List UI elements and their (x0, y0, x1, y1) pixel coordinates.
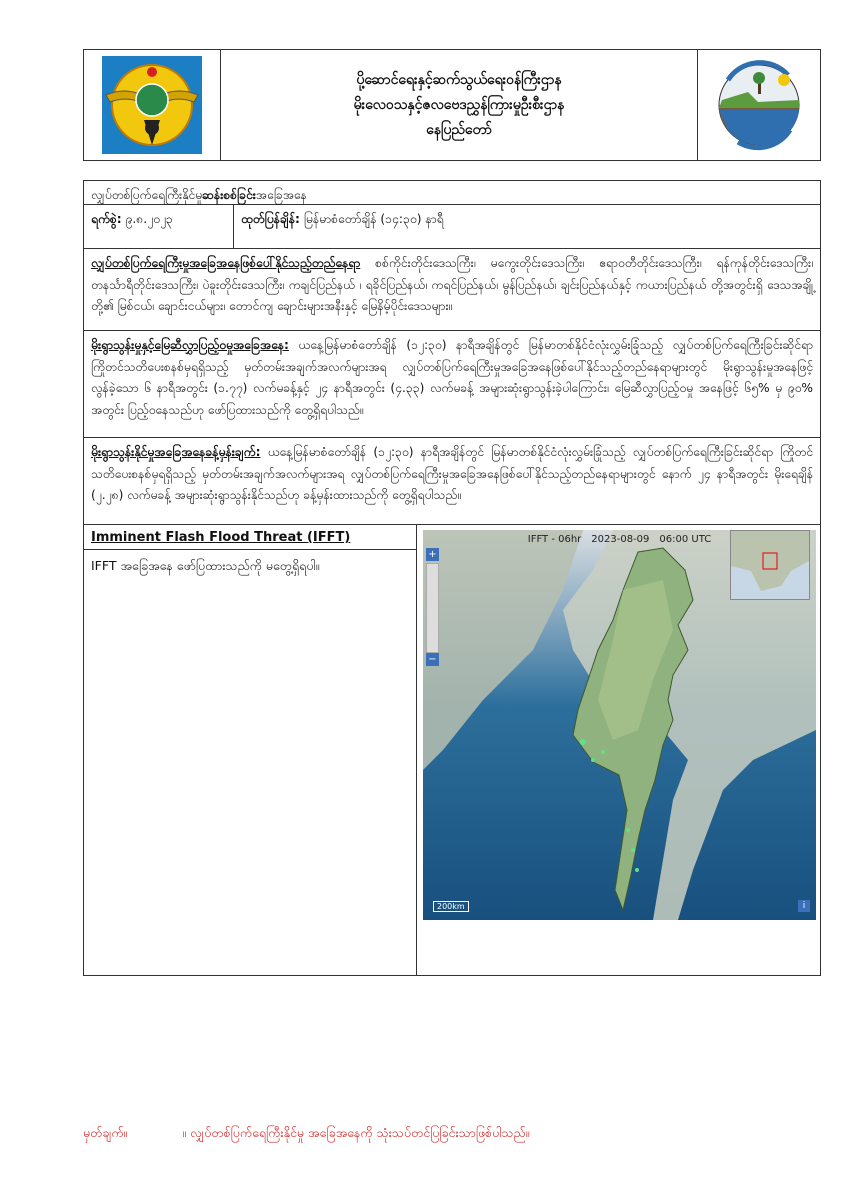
ifft-map[interactable] (423, 530, 816, 920)
rainfall-soil-section (84, 331, 820, 438)
ifft-divider (84, 549, 416, 550)
title-suffix: အခြေအနေ (255, 188, 307, 202)
map-time: 06:00 UTC (659, 533, 712, 545)
location-heading: လျှပ်တစ်ပြက်ရေကြီးမှုအခြေအနေဖြစ်ပေါ်နိုင်သည့်တည်နေရာ (91, 256, 361, 270)
ifft-text-cell (84, 525, 417, 975)
date-cell (84, 205, 234, 248)
ministry-name: ပို့ဆောင်ရေးနှင့်ဆက်သွယ်ရေးဝန်ကြီးဌာန (356, 71, 562, 88)
forecast-heading: မိုးရွာသွန်းနိုင်မှုအခြေအနေခန့်မှန်းချက်: (91, 445, 261, 459)
emblem-icon (84, 50, 220, 160)
forecast-text: ယနေ့မြန်မာစံတော်ချိန် (၁၂:၃၀) နာရီအချိန်တွင် မြန်မာတစ်နိုင်ငံလုံးလွှမ်းခြုံသည့် လျှပ်တစ်ပြက်ရေကြီးခြင်းဆိုင်ရာ ကြိုတင်သတိပေးစနစ်မှရရှိသည့် မှတ်တမ်းအချက်အလက်များအရ လျှပ်တစ်ပြက်ရေကြီးမှုအခြေအနေဖြစ်ပေါ်နိုင်သည့်တည်နေရာများတွင် နောက် ၂၄ နာရီအတွင်း မိုးရေချိန် (၂.၂၈) လက်မခန့် အများဆုံးရွာသွန်းနိုင်သည်ဟု ခန့်မှန်းထားသည်ကို တွေ့ရှိရပါသည်။ (91, 445, 813, 502)
overview-map-canvas (731, 531, 809, 599)
department-name: မိုးလေဝသနှင့်ဇလဗေဒညွှန်ကြားမှုဦးစီးဌာန (353, 96, 565, 113)
issue-value: မြန်မာစံတော်ချိန် (၁၄:၃၀) နာရီ (303, 212, 444, 226)
zoom-control[interactable] (426, 548, 439, 668)
rainfall-soil-text: ယနေ့မြန်မာစံတော်ချိန် (၁၂:၃၀) နာရီအချိန်တွင် မြန်မာတစ်နိုင်ငံလုံးလွှမ်းခြုံသည့် လျှပ်တစ်ပြက်ရေကြီးခြင်းဆိုင်ရာ ကြိုတင်သတိပေးစနစ်မှရရှိသည့် မှတ်တမ်းအချက်အလက်များအရ လျှပ်တစ်ပြက်ရေကြီးမှုအခြေအနေဖြစ်ပေါ်နိုင်သည့်တည်နေရာများတွင် မိုးရွာသွန်းမှုအနေဖြင့် လွန်ခဲ့သော ၆ နာရီအတွင်း (၁.၇၇) လက်မခန့်နှင့် ၂၄ နာရီအတွင်း (၄.၃၃) လက်မခန့် အများဆုံးရွာသွန်းခဲ့ပါကြောင်း၊ မြေဆီလွှာပြည့်ဝမှု အနေဖြင့် ၆၅% မှ ၉၀% အတွင်း ပြည့်ဝနေသည်ဟု ဖော်ပြထားသည်ကို တွေ့ရှိရပါသည်။ (91, 338, 813, 417)
overview-map[interactable] (730, 530, 810, 600)
report-title-row (84, 181, 820, 205)
forecast-section (84, 438, 820, 525)
location-section (84, 249, 820, 331)
map-product-label: IFFT - 06hr (527, 533, 582, 545)
header-box (83, 49, 821, 161)
note-text: ။ လျှပ်တစ်ပြက်ရေကြီးနိုင်မှု အခြေအနေကို သုံးသပ်တင်ပြခြင်းသာဖြစ်ပါသည်။ (182, 1125, 530, 1140)
ministry-logo (84, 50, 221, 160)
zoom-in-button[interactable]: + (426, 548, 439, 561)
ifft-text: IFFT အခြေအနေ ဖော်ပြထားသည်ကို မတွေ့ရှိရပါ။ (91, 558, 320, 573)
scale-bar: 200km (433, 901, 469, 912)
note-label: မှတ်ချက်။ (83, 1125, 128, 1140)
title-prefix: လျှပ်တစ်ပြက်ရေကြီးနိုင်မှု (91, 188, 203, 202)
location-text: စစ်ကိုင်းတိုင်းဒေသကြီး၊ မကွေးတိုင်းဒေသကြီး၊ ဧရာဝတီတိုင်းဒေသကြီး၊ ရန်ကုန်တိုင်းဒေသကြီး၊ တနင်္သာရီတိုင်းဒေသကြီး၊ ပဲခူးတိုင်းဒေသကြီး၊ ကချင်ပြည်နယ် ၊ ရခိုင်ပြည်နယ်၊ ကရင်ပြည်နယ်၊ မွန်ပြည်နယ်၊ ချင်းပြည်နယ်နှင့် ကယားပြည်နယ် တို့အတွင်းရှိ ဒေသအချို့တို့၏ မြစ်ငယ်၊ ချောင်းငယ်များ၊ တောင်ကျ ချောင်းများအနီးနှင့် မြေနိမ့်ပိုင်းဒေသများ။ (91, 256, 814, 313)
date-label: ရက်စွဲ: (91, 212, 122, 226)
zoom-slider[interactable] (426, 563, 439, 653)
title-bold: ဆန်းစစ်ခြင်း (202, 188, 256, 202)
hydrology-logo (697, 50, 820, 160)
date-issue-row (84, 205, 820, 249)
ifft-map-cell (417, 525, 820, 975)
header-titles (220, 50, 698, 160)
report-table (83, 180, 821, 976)
issue-time-cell (234, 205, 820, 248)
ifft-section (84, 525, 820, 975)
map-date: 2023-08-09 (591, 533, 650, 545)
info-icon[interactable]: i (798, 900, 810, 912)
rainfall-soil-heading: မိုးရွာသွန်းမှုနှင့်မြေဆီလွှာပြည့်ဝမှုအခြေအနေ: (91, 338, 289, 352)
footer-note (83, 1125, 584, 1144)
date-value: ၉.၈.၂၀၂၃ (125, 212, 173, 226)
issue-label: ထုတ်ပြန်ချိန်: (241, 212, 300, 226)
ifft-title: Imminent Flash Flood Threat (IFFT) (91, 530, 351, 545)
water-cycle-icon (698, 50, 820, 160)
city-name: နေပြည်တော် (426, 121, 492, 138)
zoom-out-button[interactable]: − (426, 653, 439, 666)
